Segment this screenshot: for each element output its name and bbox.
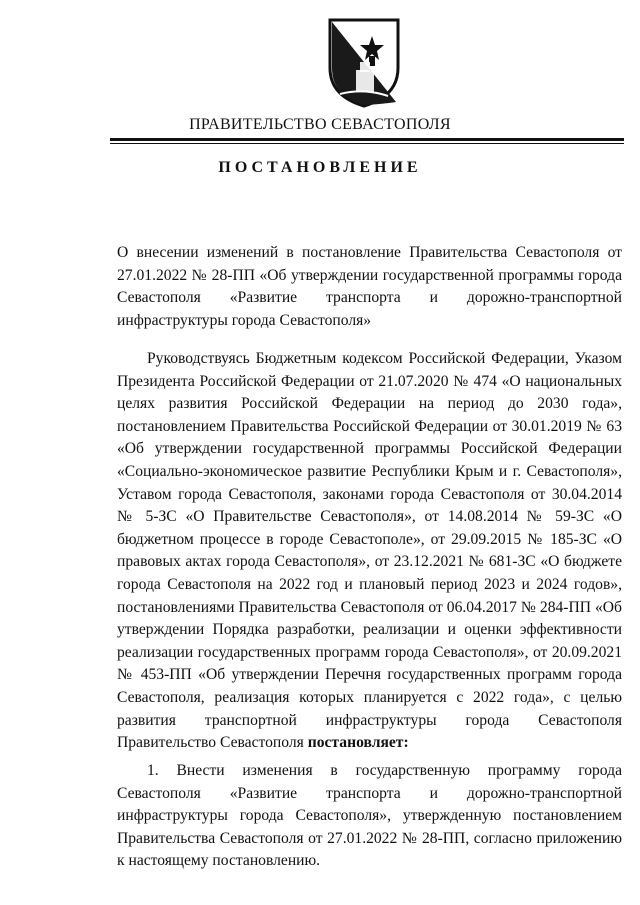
- organization-name: ПРАВИТЕЛЬСТВО СЕВАСТОПОЛЯ: [189, 116, 451, 133]
- document-type-title: ПОСТАНОВЛЕНИЕ: [218, 159, 422, 176]
- point-item: 1. Внести изменения в государственную программу города Севастополя «Развитие транспорта и дорожно-транспортной инфраструктуры города Севастополя», утвержденную постановлением Правительства Севастополя от 27.01.2022 № 28-ПП, согласно приложению к настоящему постановлению.: [117, 762, 622, 870]
- preamble-text: Руководствуясь Бюджетным кодексом Российской Федерации, Указом Президента Российской Федерации от 21.07.2020 № 474 «О национальных целях развития Российской Федерации на период до 2030 года», постановлением Правительства Российской Федерации от 30.01.2019 № 63 «Об утверждении государственной программы Российской Федерации «Социально-экономическое развитие Республики Крым и г. Севастополя», Уставом города Севастополя, законами города Севастополя от 30.04.2014 № 5-ЗС «О Правительстве Севастополя», от 14.08.2014 № 59-ЗС «О бюджетном процессе в городе Севастополе», от 29.09.2015 № 185-ЗС «О правовых актах города Севастополя», от 23.12.2021 № 681-ЗС «О бюджете города Севастополя на 2022 год и плановый период 2023 и 2024 годов», постановлениями Правительства Севастополя от 06.04.2017 № 284-ПП «Об утверждении Порядка разработки, реализации и оценки эффективности реализации государственных программ города Севастополя», от 20.09.2021 № 453-ПП «Об утверждении Перечня государственных программ города Севастополя, реализация которых планируется с 2022 года», с целью развития транспортной инфраструктуры города Севастополя Правительство Севастополя: [117, 350, 622, 752]
- header-rule-thick: [110, 138, 624, 141]
- resolution-subject: О внесении изменений в постановление Правительства Севастополя от 27.01.2022 № 28-ПП «Об утверждении государственной программы города Севастополя «Развитие транспорта и дорожно-транспортной инфраструктуры города Севастополя»: [117, 244, 622, 329]
- sevastopol-coat-of-arms-icon: [326, 16, 402, 108]
- preamble-paragraph: [117, 348, 622, 755]
- header-rule-thin: [110, 143, 624, 144]
- resolves-word: постановляет:: [307, 734, 409, 752]
